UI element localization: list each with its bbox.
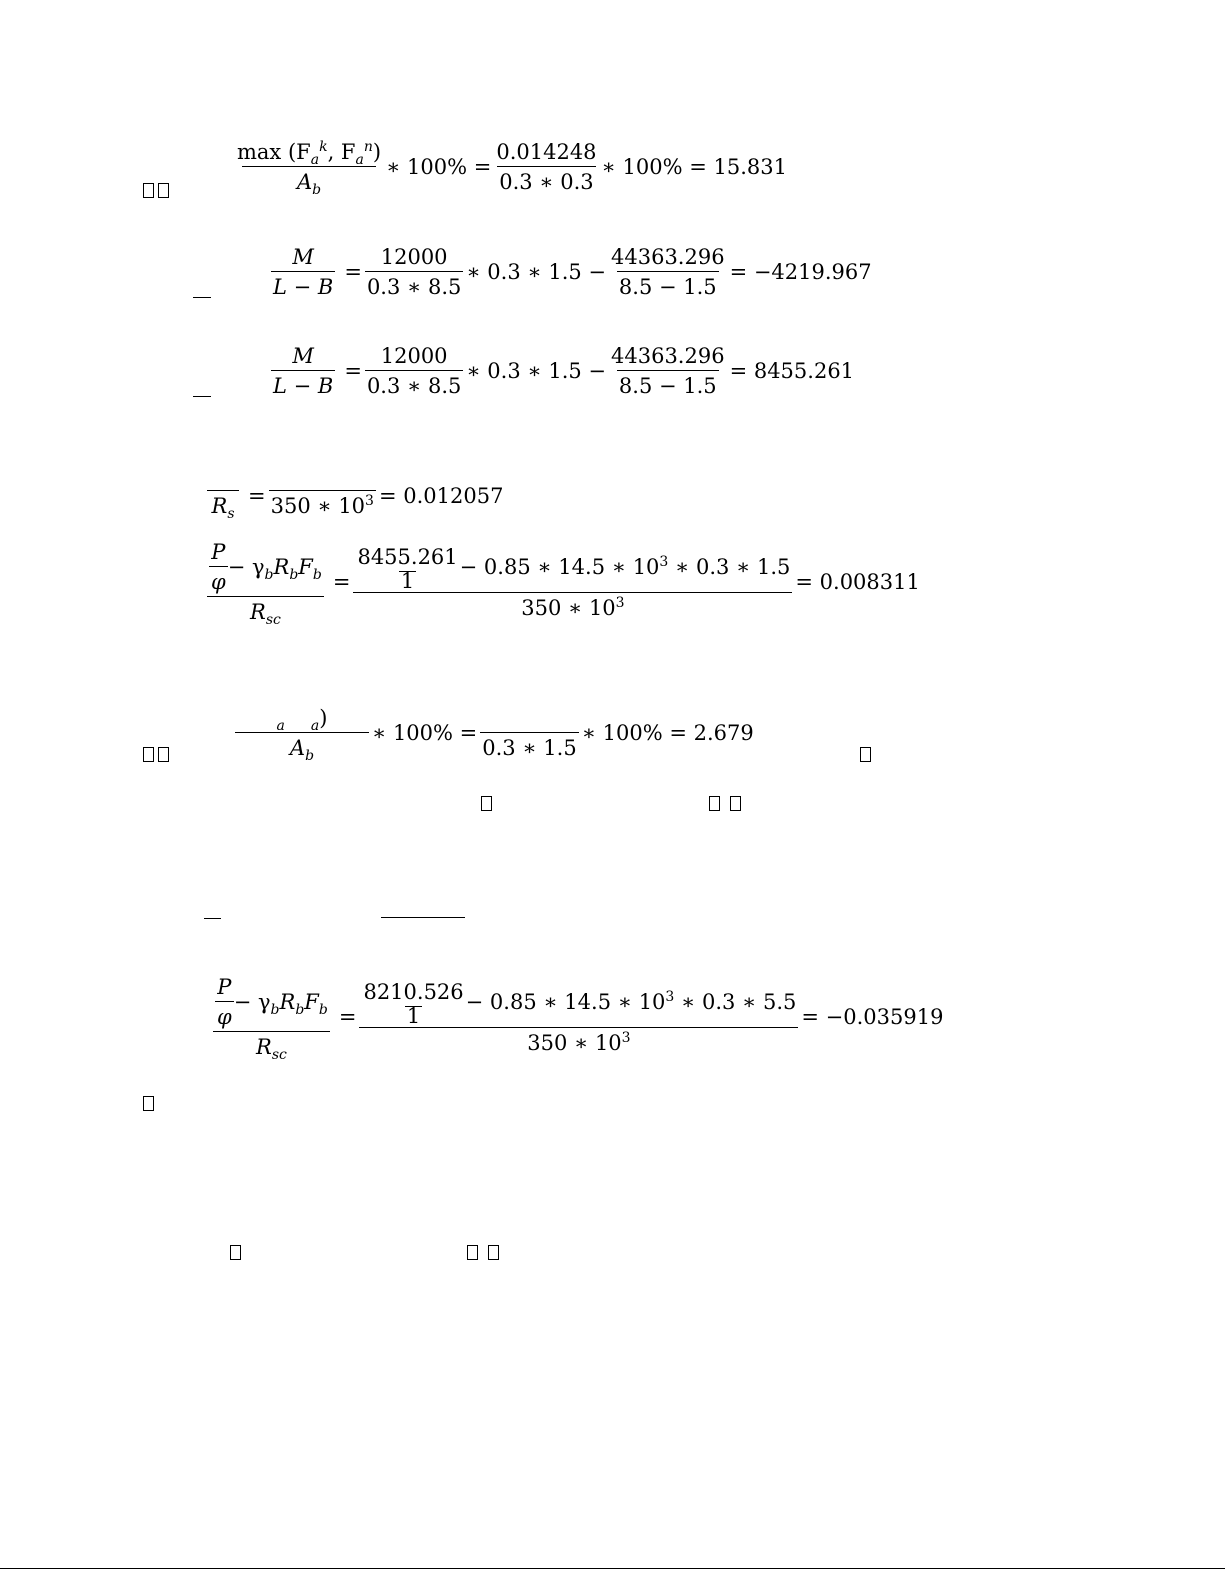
missing-glyph-box — [143, 183, 154, 198]
dash-mark — [204, 918, 221, 919]
eq3-result: = 8455.261 — [729, 359, 855, 383]
missing-glyph-box — [860, 747, 871, 762]
equation-1 — [232, 139, 787, 199]
eq2-result: = −4219.967 — [729, 260, 872, 284]
missing-glyph-box — [481, 796, 492, 811]
missing-glyph-box — [730, 796, 741, 811]
eq4-result: = 0.012057 — [378, 484, 504, 508]
missing-glyph-box — [230, 1245, 241, 1260]
fraction-bar — [381, 917, 465, 918]
equation-7: $\frac{P}{\varphi}$ − $\gamma_bR_bF_b$ $R_{sc}$ = $\frac{8210.526}{1}$ − 0.85 ∗ 14.5 ∗ $10^3$ ∗ 0.3 ∗ 5.5 350 ∗ $10^3$ = −0.035919 — [210, 975, 943, 1059]
missing-glyph-box — [467, 1245, 478, 1260]
equation-2: $\frac{M}{L - B}$ = $\frac{12000}{0.3 ∗ 8.5}$ ∗ 0.3 ∗ 1.5 − $\frac{44363.296}{8.5 - 1.5}$ = −4219.967 — [273, 245, 872, 299]
equation-5: $\frac{P}{\varphi}$ − $\gamma_bR_bF_b$ $R_{sc}$ = $\frac{8455.261}{1}$ − 0.85 ∗ 14.5 ∗ $10^3$ ∗ 0.3 ∗ 1.5 350 ∗ $10^3$ = 0.008311 — [204, 540, 920, 624]
missing-glyph-box — [709, 796, 720, 811]
missing-glyph-box — [158, 183, 169, 198]
eq1-multiply: ∗ 100% = — [386, 155, 492, 179]
eq1-fraction: $\frac{0.014248}{0.3 ∗ 0.3}$ — [496, 140, 597, 194]
equation-3: $\frac{M}{L - B}$ = $\frac{12000}{0.3 ∗ 8.5}$ ∗ 0.3 ∗ 1.5 − $\frac{44363.296}{8.5 - 1.5}$ = 8455.261 — [273, 344, 855, 398]
dash-mark — [193, 396, 211, 397]
dash-mark — [193, 297, 211, 298]
eq1-result: ∗ 100% = 15.831 — [601, 155, 787, 179]
missing-glyph-box — [158, 747, 169, 762]
eq5-result: = 0.008311 — [795, 570, 920, 594]
missing-glyph-box — [143, 747, 154, 762]
equation-4: $R_s$ = 350 ∗ $10^3$ = 0.012057 — [204, 474, 503, 518]
missing-glyph-box — [488, 1245, 499, 1260]
eq7-result: = −0.035919 — [801, 1005, 944, 1029]
missing-glyph-box — [143, 1096, 154, 1111]
equation-6: $\frac{_a _a)}{A_b}$ ∗ 100% = 0.3 ∗ 1.5 ∗ 100% = 2.679 — [232, 706, 754, 760]
page-bottom-rule — [0, 1568, 1225, 1569]
eq6-result: ∗ 100% = 2.679 — [581, 721, 754, 745]
eq1-lhs-fraction: $\frac{\max (F_a^k, F_a^n)}{A_b}$ — [237, 139, 382, 199]
